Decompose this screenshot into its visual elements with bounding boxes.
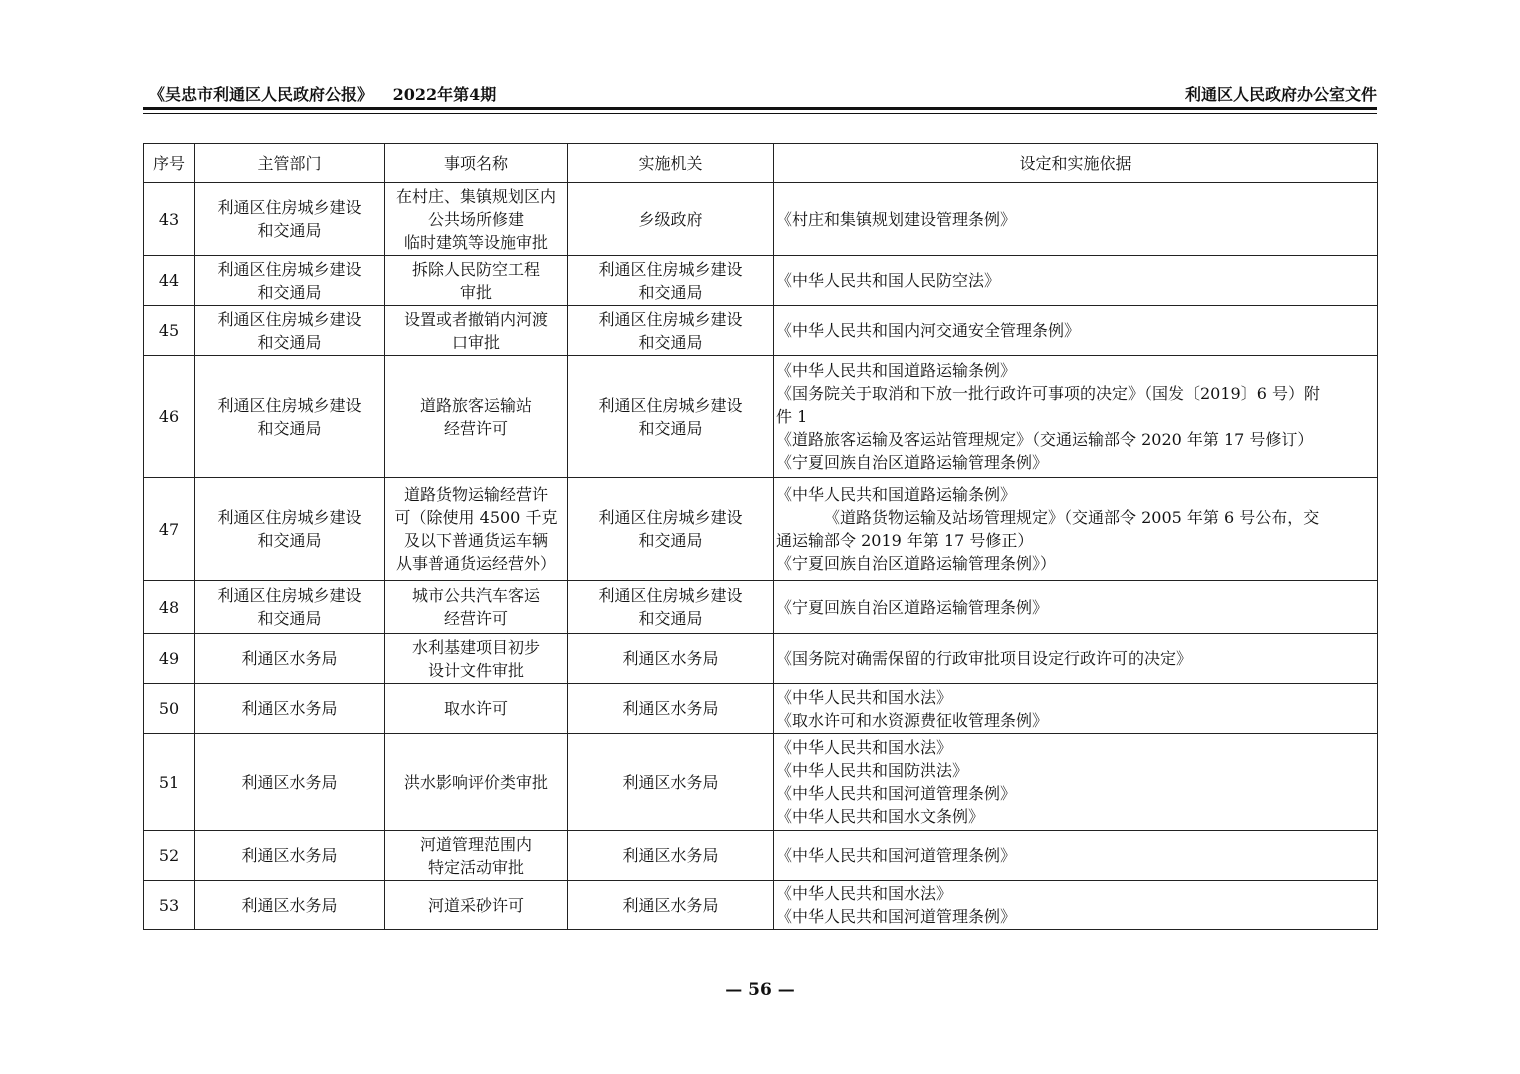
cell-basis-line: 《中华人民共和国内河交通安全管理条例》 xyxy=(776,321,1081,340)
cell-item-line: 洪水影响评价类审批 xyxy=(403,772,548,792)
cell-basis xyxy=(774,684,1378,734)
cell-item-line: 公共场所修建 xyxy=(427,209,524,229)
cell-basis-line: 《中华人民共和国河道管理条例》 xyxy=(776,907,1017,926)
cell-dept xyxy=(195,356,385,478)
cell-no: 50 xyxy=(144,684,195,734)
cell-item xyxy=(385,356,568,478)
cell-dept-line: 和交通局 xyxy=(257,332,322,352)
cell-dept xyxy=(195,831,385,881)
cell-no: 53 xyxy=(144,881,195,930)
cell-agency-line: 利通区水务局 xyxy=(622,699,719,718)
cell-item-line: 设计文件审批 xyxy=(427,660,524,680)
cell-no: 52 xyxy=(144,831,195,881)
cell-item-line: 在村庄、集镇规划区内 xyxy=(395,186,556,206)
cell-item-line: 特定活动审批 xyxy=(427,857,524,877)
cell-dept xyxy=(195,581,385,634)
cell-basis-line: 《道路货物运输及站场管理规定》（交通部令 2005 年第 6 号公布，交 xyxy=(824,508,1320,527)
cell-agency-line: 利通区住房城乡建设 xyxy=(598,395,743,415)
table-row xyxy=(144,183,1378,256)
cell-item-line: 道路旅客运输站 xyxy=(419,395,532,415)
cell-agency xyxy=(568,306,774,356)
cell-dept-line: 利通区住房城乡建设 xyxy=(217,395,362,415)
cell-dept-line: 利通区住房城乡建设 xyxy=(217,198,362,217)
cell-item xyxy=(385,684,568,734)
cell-dept-line: 和交通局 xyxy=(257,418,322,438)
cell-dept-line: 利通区水务局 xyxy=(241,649,338,668)
table-row xyxy=(144,478,1378,581)
cell-item-line: 设置或者撤销内河渡 xyxy=(403,309,548,329)
header-rule-thin xyxy=(143,113,1377,114)
table-row xyxy=(144,256,1378,306)
cell-basis xyxy=(774,581,1378,634)
issue-label: 2022年第4期 xyxy=(392,85,497,104)
cell-dept-line: 利通区住房城乡建设 xyxy=(217,586,362,605)
cell-item xyxy=(385,634,568,684)
cell-agency-line: 和交通局 xyxy=(638,609,703,628)
cell-agency-line: 和交通局 xyxy=(638,418,703,438)
cell-item-line: 经营许可 xyxy=(443,418,508,438)
cell-dept xyxy=(195,478,385,581)
cell-item xyxy=(385,881,568,930)
cell-dept-line: 和交通局 xyxy=(257,221,322,240)
cell-dept-line: 利通区住房城乡建设 xyxy=(217,259,362,279)
cell-agency-line: 利通区水务局 xyxy=(622,895,719,915)
cell-agency-line: 利通区水务局 xyxy=(622,649,719,668)
cell-no: 51 xyxy=(144,734,195,831)
cell-basis-line: 《中华人民共和国道路运输条例》 xyxy=(776,485,1017,504)
cell-basis-line: 《中华人民共和国水文条例》 xyxy=(776,807,985,826)
cell-agency-line: 和交通局 xyxy=(638,332,703,352)
table-row xyxy=(144,306,1378,356)
cell-item xyxy=(385,581,568,634)
cell-agency-line: 利通区水务局 xyxy=(622,846,719,865)
cell-no: 48 xyxy=(144,581,195,634)
page-number: — 56 — xyxy=(725,980,795,1000)
col-header-no: 序号 xyxy=(144,144,195,183)
table-head xyxy=(144,144,1378,183)
cell-agency xyxy=(568,256,774,306)
cell-basis-line: 《国务院对确需保留的行政审批项目设定行政许可的决定》 xyxy=(776,649,1193,668)
cell-agency-line: 利通区住房城乡建设 xyxy=(598,259,743,279)
cell-basis-line: 《中华人民共和国河道管理条例》 xyxy=(776,846,1017,865)
cell-item xyxy=(385,734,568,831)
cell-agency-line: 利通区住房城乡建设 xyxy=(598,508,743,527)
cell-dept xyxy=(195,684,385,734)
cell-basis-line: 《宁夏回族自治区道路运输管理条例》 xyxy=(776,453,1049,472)
cell-item-line: 河道采砂许可 xyxy=(427,895,524,915)
permits-table xyxy=(143,143,1378,930)
cell-dept-line: 利通区水务局 xyxy=(241,699,338,718)
table-row xyxy=(144,634,1378,684)
cell-basis xyxy=(774,831,1378,881)
cell-basis xyxy=(774,256,1378,306)
cell-item-line: 道路货物运输经营许 xyxy=(403,485,548,504)
cell-item-line: 从事普通货运经营外） xyxy=(395,554,556,573)
cell-agency xyxy=(568,581,774,634)
cell-item-line: 拆除人民防空工程 xyxy=(411,259,540,279)
cell-agency xyxy=(568,881,774,930)
table-row xyxy=(144,831,1378,881)
col-header-agency: 实施机关 xyxy=(568,144,774,183)
cell-basis-line: 《国务院关于取消和下放一批行政许可事项的决定》（国发〔2019〕6 号）附 xyxy=(776,384,1320,403)
cell-no: 45 xyxy=(144,306,195,356)
cell-basis xyxy=(774,306,1378,356)
cell-item xyxy=(385,306,568,356)
cell-agency xyxy=(568,183,774,256)
cell-basis xyxy=(774,478,1378,581)
cell-basis-line: 《中华人民共和国道路运输条例》 xyxy=(776,361,1017,380)
cell-basis xyxy=(774,356,1378,478)
table-body xyxy=(144,183,1378,930)
cell-dept-line: 利通区住房城乡建设 xyxy=(217,508,362,527)
publication-title: 《吴忠市利通区人民政府公报》 xyxy=(149,85,374,104)
cell-dept xyxy=(195,306,385,356)
header-row xyxy=(144,144,1378,183)
page-header xyxy=(143,80,1377,106)
cell-basis-line: 《中华人民共和国水法》 xyxy=(776,884,953,903)
cell-no: 44 xyxy=(144,256,195,306)
cell-item-line: 取水许可 xyxy=(443,699,508,718)
cell-item-line: 水利基建项目初步 xyxy=(411,637,540,657)
cell-agency xyxy=(568,634,774,684)
cell-basis-line: 件 1 xyxy=(776,407,808,426)
table-row xyxy=(144,734,1378,831)
cell-dept xyxy=(195,183,385,256)
cell-basis-line: 《宁夏回族自治区道路运输管理条例》） xyxy=(776,554,1057,573)
table-row xyxy=(144,356,1378,478)
cell-item xyxy=(385,183,568,256)
cell-no: 43 xyxy=(144,183,195,256)
table-row xyxy=(144,581,1378,634)
cell-item-line: 城市公共汽车客运 xyxy=(411,586,540,605)
header-left xyxy=(149,82,496,105)
cell-basis-line: 《取水许可和水资源费征收管理条例》 xyxy=(776,710,1049,730)
cell-dept-line: 利通区水务局 xyxy=(241,895,338,915)
cell-agency-line: 和交通局 xyxy=(638,531,703,550)
cell-agency-line: 和交通局 xyxy=(638,282,703,302)
cell-basis-line: 《中华人民共和国水法》 xyxy=(776,738,953,757)
cell-agency-line: 利通区住房城乡建设 xyxy=(598,586,743,605)
cell-agency xyxy=(568,734,774,831)
cell-basis xyxy=(774,183,1378,256)
table-row xyxy=(144,881,1378,930)
cell-item-line: 临时建筑等设施审批 xyxy=(403,232,548,252)
cell-dept xyxy=(195,734,385,831)
cell-basis xyxy=(774,634,1378,684)
header-rule-thick xyxy=(143,107,1377,110)
cell-basis-line: 《中华人民共和国河道管理条例》 xyxy=(776,784,1017,803)
col-header-basis: 设定和实施依据 xyxy=(774,144,1378,183)
cell-item-line: 审批 xyxy=(459,282,492,302)
cell-dept-line: 利通区住房城乡建设 xyxy=(217,309,362,329)
cell-basis-line: 《中华人民共和国人民防空法》 xyxy=(776,271,1001,290)
cell-agency-line: 乡级政府 xyxy=(638,209,703,229)
cell-basis-line: 《宁夏回族自治区道路运输管理条例》 xyxy=(776,597,1049,617)
cell-basis xyxy=(774,881,1378,930)
cell-dept-line: 利通区水务局 xyxy=(241,846,338,865)
table-row xyxy=(144,684,1378,734)
cell-agency xyxy=(568,684,774,734)
cell-dept-line: 利通区水务局 xyxy=(241,772,338,792)
cell-item xyxy=(385,831,568,881)
cell-agency-line: 利通区水务局 xyxy=(622,772,719,792)
cell-item xyxy=(385,256,568,306)
section-label: 利通区人民政府办公室文件 xyxy=(1184,85,1377,104)
cell-agency xyxy=(568,356,774,478)
cell-item-line: 口审批 xyxy=(451,332,500,352)
cell-basis-line: 《中华人民共和国防洪法》 xyxy=(776,761,969,780)
cell-dept xyxy=(195,634,385,684)
cell-dept-line: 和交通局 xyxy=(257,609,322,628)
cell-dept-line: 和交通局 xyxy=(257,531,322,550)
cell-item-line: 河道管理范围内 xyxy=(419,834,532,854)
col-header-item: 事项名称 xyxy=(385,144,568,183)
cell-item-line: 及以下普通货运车辆 xyxy=(403,531,548,550)
col-header-dept: 主管部门 xyxy=(195,144,385,183)
cell-basis xyxy=(774,734,1378,831)
cell-agency-line: 利通区住房城乡建设 xyxy=(598,309,743,329)
cell-item-line: 经营许可 xyxy=(443,609,508,628)
cell-no: 46 xyxy=(144,356,195,478)
cell-agency xyxy=(568,478,774,581)
cell-basis-line: 《中华人民共和国水法》 xyxy=(776,687,953,707)
cell-item-line: 可（除使用 4500 千克 xyxy=(394,508,558,527)
cell-dept xyxy=(195,256,385,306)
cell-no: 47 xyxy=(144,478,195,581)
cell-item xyxy=(385,478,568,581)
cell-basis-line: 通运输部令 2019 年第 17 号修正） xyxy=(776,531,1034,550)
cell-dept xyxy=(195,881,385,930)
cell-agency xyxy=(568,831,774,881)
cell-basis-line: 《道路旅客运输及客运站管理规定》（交通运输部令 2020 年第 17 号修订） xyxy=(776,430,1314,449)
cell-no: 49 xyxy=(144,634,195,684)
cell-dept-line: 和交通局 xyxy=(257,282,322,302)
cell-basis-line: 《村庄和集镇规划建设管理条例》 xyxy=(776,209,1017,229)
